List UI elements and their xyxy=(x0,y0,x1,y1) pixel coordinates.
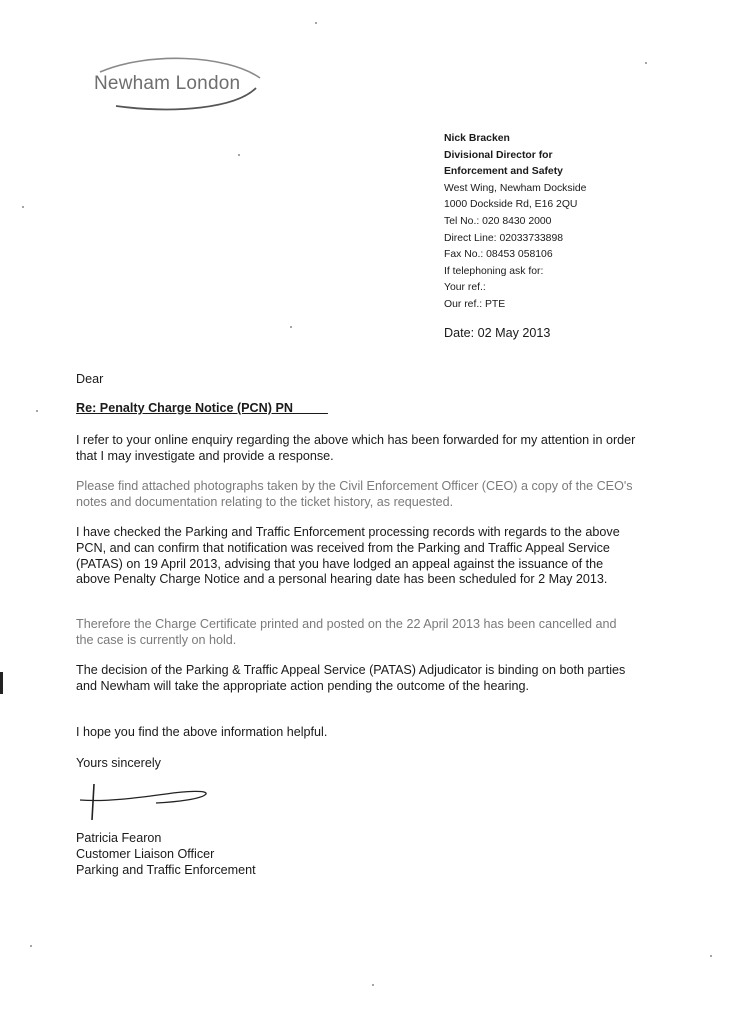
signatory-name: Patricia Fearon xyxy=(76,831,162,845)
sender-block xyxy=(444,131,586,314)
subject-line: Re: Penalty Charge Notice (PCN) PN xyxy=(76,401,328,415)
sender-title-2: Enforcement and Safety xyxy=(444,166,563,178)
newham-london-logo xyxy=(86,56,266,116)
sender-tel: Tel No.: 020 8430 2000 xyxy=(444,215,552,227)
scan-speck xyxy=(238,154,240,156)
scan-speck xyxy=(645,62,647,64)
signatory-block xyxy=(76,830,256,878)
sender-direct-line: Direct Line: 02033733898 xyxy=(444,232,564,244)
sender-your-ref: Your ref.: xyxy=(444,282,486,294)
paragraph-2: Please find attached photographs taken by the Civil Enforcement Officer (CEO) a copy of the CEO's notes and documentation relating to the ticket history, as requested. xyxy=(76,479,633,509)
sender-title-1: Divisional Director for xyxy=(444,149,553,161)
paragraph-1: I refer to your online enquiry regarding the above which has been forwarded for my attention in order that I may investigate and provide a response. xyxy=(76,433,636,463)
sender-address-1: West Wing, Newham Dockside xyxy=(444,182,587,194)
paragraph-4: Therefore the Charge Certificate printed and posted on the 22 April 2013 has been cancelled and the case is currently on hold. xyxy=(76,617,617,647)
scan-speck xyxy=(36,410,38,412)
paragraph-6: I hope you find the above information helpful. xyxy=(76,725,328,739)
closing: Yours sincerely xyxy=(76,756,161,770)
sender-fax: Fax No.: 08453 058106 xyxy=(444,249,553,261)
scan-speck xyxy=(710,955,712,957)
sender-name: Nick Bracken xyxy=(444,133,510,144)
sender-address-2: 1000 Dockside Rd, E16 2QU xyxy=(444,199,578,211)
paragraph-5: The decision of the Parking & Traffic Appeal Service (PATAS) Adjudicator is binding on both parties and Newham will take the appropriate action pending the outcome of the hearing. xyxy=(76,663,626,693)
scan-speck xyxy=(22,206,24,208)
scan-speck xyxy=(290,326,292,328)
logo-text: Newham London xyxy=(94,73,241,94)
scan-speck xyxy=(372,984,374,986)
letter-date: Date: 02 May 2013 xyxy=(444,326,551,340)
scan-edge-mark xyxy=(0,672,3,694)
signatory-department: Parking and Traffic Enforcement xyxy=(76,863,256,877)
scan-speck xyxy=(315,22,317,24)
signatory-role: Customer Liaison Officer xyxy=(76,847,215,861)
paragraph-3: I have checked the Parking and Traffic Enforcement processing records with regards to the above PCN, and can confirm that notification was received from the Parking and Traffic Appeal Service (PATAS) on 19 April 2013, advising that you have lodged an appeal against the issuance of the above Penalty Charge Notice and a personal hearing date has been scheduled for 2 May 2013. xyxy=(76,525,620,587)
signature-scribble-icon xyxy=(76,776,216,826)
signature xyxy=(76,776,216,826)
salutation: Dear xyxy=(76,372,104,386)
sender-telephoning: If telephoning ask for: xyxy=(444,265,544,277)
scan-speck xyxy=(30,945,32,947)
sender-our-ref: Our ref.: PTE xyxy=(444,298,506,310)
